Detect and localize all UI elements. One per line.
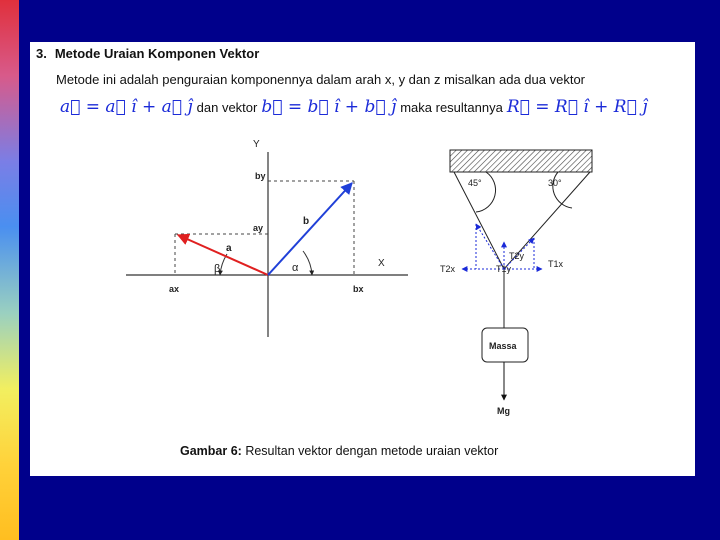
caption-text: Resultan vektor dengan metode uraian vektor	[245, 444, 499, 458]
label-t2y: T2y	[509, 251, 525, 261]
paragraph-line-2	[56, 94, 651, 120]
paragraph-line-1: Metode ini adalah penguraian komponennya dalam arah x, y dan z misalkan ada dua vektor	[56, 72, 586, 87]
vector-a-arrow	[178, 235, 268, 275]
text-maka-resultannya: maka resultannya	[400, 99, 503, 115]
caption-prefix: Gambar 6:	[180, 444, 242, 458]
axis-x-label: X	[378, 258, 385, 269]
label-weight: Mg	[497, 406, 510, 416]
angle-alpha-arc	[303, 251, 312, 275]
section-heading	[36, 46, 259, 61]
equation-vector-b: b⃗ = b⃗ î + b⃗ ĵ	[261, 97, 397, 117]
label-vector-a: a	[226, 243, 232, 254]
section-number: 3.	[36, 46, 47, 61]
label-vector-b: b	[303, 216, 310, 227]
equation-vector-a: a⃗ = a⃗ î + a⃗ ĵ	[60, 97, 193, 117]
section-title: Metode Uraian Komponen Vektor	[54, 46, 260, 61]
label-bx: bx	[353, 284, 364, 294]
tension-diagram	[430, 142, 610, 422]
ceiling-support	[450, 150, 592, 172]
tension-t2-dashed	[476, 224, 504, 269]
vector-components-diagram	[120, 132, 420, 342]
label-angle-beta: β	[214, 263, 221, 275]
label-angle-alpha: α	[292, 262, 299, 274]
axis-y-label: Y	[253, 139, 260, 150]
label-t1x: T1x	[548, 259, 564, 269]
slide-content-panel	[30, 42, 695, 476]
label-by: by	[255, 171, 266, 181]
label-t1y: T1y	[496, 264, 512, 274]
label-mass: Massa	[489, 341, 517, 351]
label-angle-right: 30°	[548, 178, 562, 188]
figure-caption	[180, 444, 498, 458]
vector-b-arrow	[268, 183, 352, 275]
text-dan-vektor: dan vektor	[196, 99, 258, 115]
label-t2x: T2x	[440, 264, 456, 274]
decorative-gradient-bar	[0, 0, 19, 540]
label-ay: ay	[253, 223, 264, 233]
label-angle-left: 45°	[468, 178, 482, 188]
equation-vector-r: R⃗ = R⃗ î + R⃗ ĵ	[506, 97, 648, 117]
label-ax: ax	[169, 284, 180, 294]
